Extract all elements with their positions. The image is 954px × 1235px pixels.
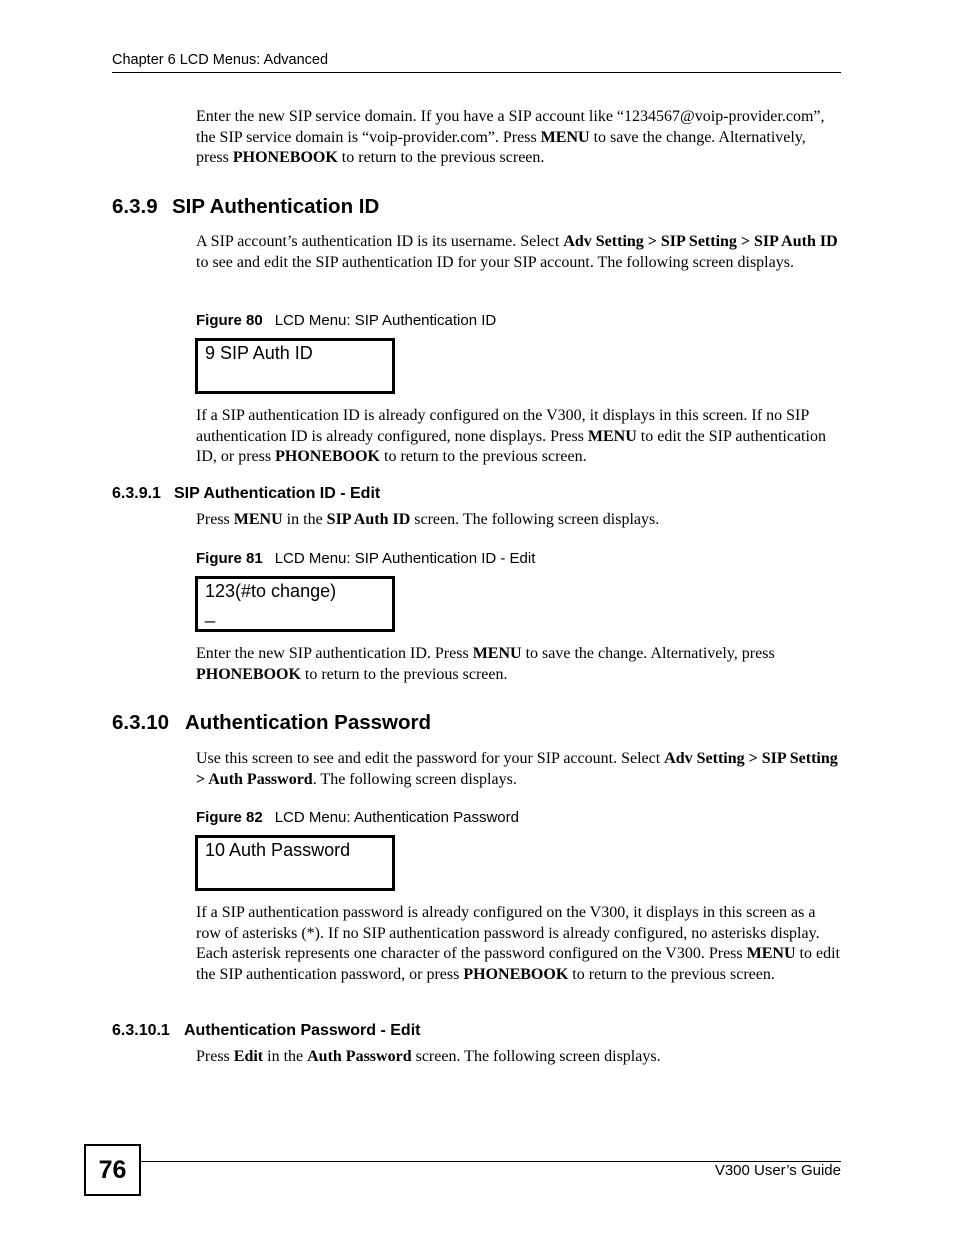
section-6-3-10-paragraph-1: Use this screen to see and edit the password for your SIP account. Select Adv Setting > SIP Setting > Auth Password. The following screen displays. [196, 750, 838, 788]
footer-guide-title: V300 User’s Guide [714, 1162, 841, 1179]
figure-81-caption: Figure 81 LCD Menu: SIP Authentication ID - Edit [196, 550, 536, 567]
section-6-3-9-paragraph-1: A SIP account’s authentication ID is its username. Select Adv Setting > SIP Setting > SIP Auth ID to see and edit the SIP authentication ID for your SIP account. The following screen displays. [196, 233, 838, 271]
lcd-line-1: 10 Auth Password [205, 840, 351, 860]
section-6-3-9-1-paragraph-2: Enter the new SIP authentication ID. Press MENU to save the change. Alternatively, press PHONEBOOK to return to the previous screen. [196, 645, 775, 683]
intro-paragraph: Enter the new SIP service domain. If you have a SIP account like “1234567@voip-provider.com”, the SIP service domain is “voip-provider.com”. Press MENU to save the change. Alternatively, press PHONEBOOK to return to the previous screen. [196, 108, 825, 166]
lcd-line-1: 123(#to change) [205, 581, 337, 601]
figure-80-caption: Figure 80 LCD Menu: SIP Authentication ID [196, 312, 497, 329]
section-6-3-10-1-paragraph-1: Press Edit in the Auth Password screen. The following screen displays. [196, 1048, 661, 1065]
lcd-cursor: _ [205, 603, 216, 623]
lcd-line-1: 9 SIP Auth ID [205, 343, 313, 363]
section-heading-6-3-10: 6.3.10 Authentication Password [112, 711, 432, 734]
header-rule [112, 72, 841, 73]
section-6-3-10-paragraph-2: If a SIP authentication password is already configured on the V300, it displays in this screen as a row of asterisks (*). If no SIP authentication password is already configured, no asterisks display. Each asterisk represents one character of the password configured on the V300. Press MENU to edit the SIP authentication password, or press PHONEBOOK to return to the previous screen. [196, 904, 840, 983]
page-number: 76 [84, 1144, 141, 1196]
lcd-screen-figure-82 [195, 835, 395, 891]
lcd-screen-figure-81 [195, 576, 395, 632]
running-header: Chapter 6 LCD Menus: Advanced [112, 52, 329, 68]
section-6-3-9-1-paragraph-1: Press MENU in the SIP Auth ID screen. The following screen displays. [196, 511, 660, 528]
section-heading-6-3-9-1: 6.3.9.1 SIP Authentication ID - Edit [112, 485, 381, 502]
figure-82-caption: Figure 82 LCD Menu: Authentication Password [196, 809, 519, 826]
section-heading-6-3-10-1: 6.3.10.1 Authentication Password - Edit [112, 1022, 421, 1039]
section-heading-6-3-9: 6.3.9 SIP Authentication ID [112, 195, 380, 218]
lcd-screen-figure-80 [195, 338, 395, 394]
section-6-3-9-paragraph-2: If a SIP authentication ID is already configured on the V300, it displays in this screen. If no SIP authentication ID is already configured, none displays. Press MENU to edit the SIP authentication ID, or press PHONEBOOK to return to the previous screen. [196, 407, 826, 465]
